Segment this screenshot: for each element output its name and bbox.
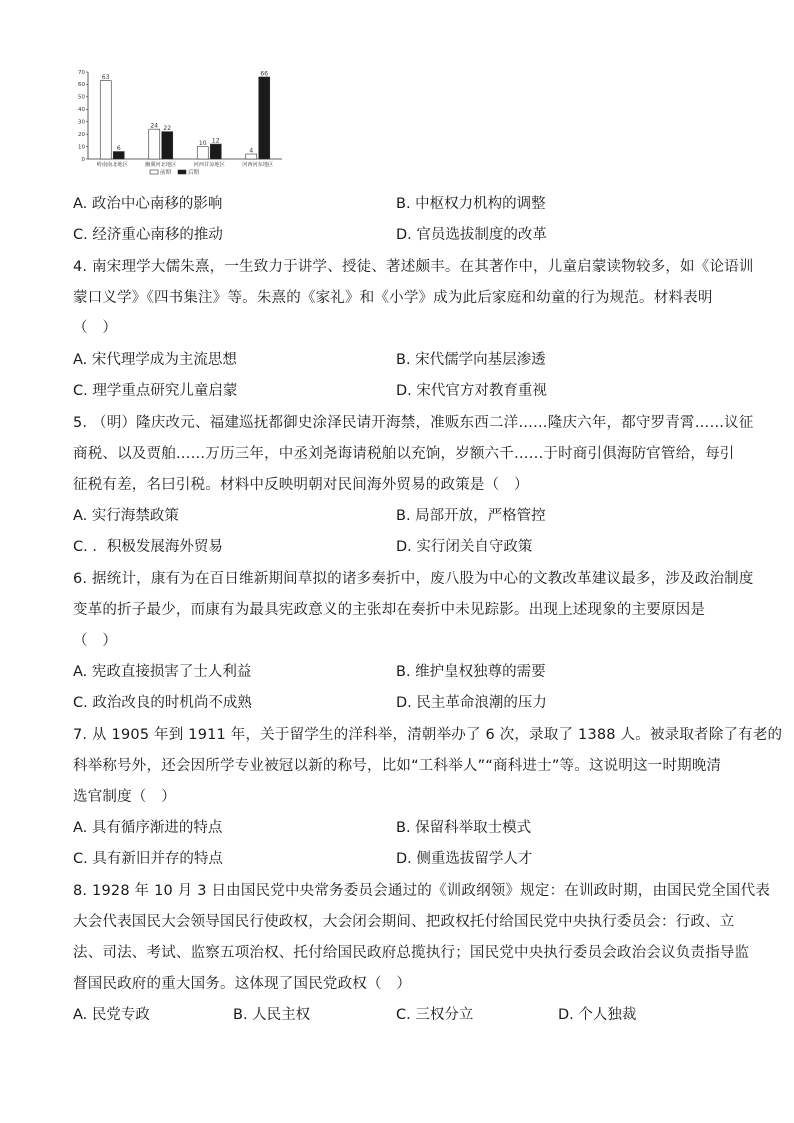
q6-option-d[interactable]: D. 民主革命浪潮的压力 xyxy=(396,695,547,711)
legend-label: 前期 xyxy=(160,170,172,176)
q6-text-line1: 6. 据统计，康有为在百日维新期间草拟的诸多奏折中，废八股为中心的文教改革建议最多，涉及政治制度 xyxy=(73,571,754,587)
x-category-label: 河西甘凉地区 xyxy=(193,162,225,168)
q8-text-line1: 8. 1928 年 10 月 3 日由国民党中央常务委员会通过的《训政纲领》规定：在训政时期，由国民党全国代表 xyxy=(73,883,771,899)
y-tick-label: 50 xyxy=(78,94,85,101)
bar-late xyxy=(259,77,270,159)
q4-option-c[interactable]: C. 理学重点研究儿童启蒙 xyxy=(73,383,238,399)
bar-late xyxy=(210,144,221,159)
q5-text-line1: 5. （明）隆庆改元、福建巡抚都御史涂泽民请开海禁，准贩东西二洋……隆庆六年，都守罗青霄……议征 xyxy=(73,415,754,431)
bar-early xyxy=(100,81,111,159)
bar-late xyxy=(162,132,173,159)
bar-early xyxy=(246,154,257,159)
q5-option-c[interactable]: C. ．积极发展海外贸易 xyxy=(73,539,223,555)
q3-option-d[interactable]: D. 官员选拔制度的改革 xyxy=(396,227,547,243)
bar-late xyxy=(113,152,124,159)
q7-text-line3: 选官制度（ ） xyxy=(73,789,176,805)
bar-value-label: 12 xyxy=(211,137,220,145)
q7-text-line1: 7. 从 1905 年到 1911 年，关于留学生的洋科举，清朝举办了 6 次，录取了 1388 人。被录取者除了有老的 xyxy=(73,727,783,743)
q8-text-line3: 法、司法、考试、监察五项治权、托付给国民政府总揽执行；国民党中央执行委员会政治会议负责指导监 xyxy=(73,945,750,961)
q4-option-a[interactable]: A. 宋代理学成为主流思想 xyxy=(73,352,237,368)
q3-option-a[interactable]: A. 政治中心南移的影响 xyxy=(73,196,223,212)
q7-option-c[interactable]: C. 具有新旧并存的特点 xyxy=(73,851,223,867)
x-category-label: 幽冀河北地区 xyxy=(145,162,177,168)
q7-option-d[interactable]: D. 侧重选拔留学人才 xyxy=(396,851,533,867)
bar-value-label: 63 xyxy=(101,74,110,82)
legend-swatch xyxy=(150,170,158,174)
x-category-label: 河西河东地区 xyxy=(242,162,274,168)
q8-option-d[interactable]: D. 个人独裁 xyxy=(558,1007,637,1023)
q3-option-c[interactable]: C. 经济重心南移的推动 xyxy=(73,227,223,243)
chart-legend xyxy=(150,168,200,176)
legend-label: 后期 xyxy=(188,170,200,176)
y-tick-label: 60 xyxy=(78,82,85,89)
q8-option-a[interactable]: A. 民党专政 xyxy=(73,1007,150,1023)
q6-option-c[interactable]: C. 政治改良的时机尚不成熟 xyxy=(73,695,252,711)
bar-value-label: 22 xyxy=(163,125,172,133)
q4-answer-blank: （ ） xyxy=(73,320,118,336)
q7-option-b[interactable]: B. 保留科举取士模式 xyxy=(396,820,532,836)
q4-text-line2: 蒙口义学》《四书集注》等。朱熹的《家礼》和《小学》成为此后家庭和幼童的行为规范。材料表明 xyxy=(73,290,713,306)
q6-option-a[interactable]: A. 宪政直接损害了士人利益 xyxy=(73,664,252,680)
q5-option-d[interactable]: D. 实行闭关自守政策 xyxy=(396,539,533,555)
q8-text-line2: 大会代表国民大会领导国民行使政权，大会闭会期间、把政权托付给国民党中央执行委员会：行政、立 xyxy=(73,914,735,930)
bar-early xyxy=(149,129,160,159)
bar-early xyxy=(197,147,208,159)
bar-value-label: 10 xyxy=(198,140,207,148)
q8-option-b[interactable]: B. 人民主权 xyxy=(233,1007,311,1023)
bar-value-label: 24 xyxy=(150,122,159,130)
y-tick-label: 70 xyxy=(78,69,85,76)
y-tick-label: 20 xyxy=(78,131,85,138)
q4-text-line1: 4. 南宋理学大儒朱熹，一生致力于讲学、授徒、著述颇丰。在其著作中，儿童启蒙读物较多，如《论语训 xyxy=(73,259,754,275)
q7-option-a[interactable]: A. 具有循序渐进的特点 xyxy=(73,820,223,836)
q8-text-line4: 督国民政府的重大国务。这体现了国民党政权（ ） xyxy=(73,976,412,992)
q6-answer-blank: （ ） xyxy=(73,633,118,649)
q6-text-line2: 变革的折子最少，而康有为最具宪政意义的主张却在奏折中未见踪影。出现上述现象的主要原因是 xyxy=(73,602,706,618)
chart-bars xyxy=(100,77,270,159)
y-tick-label: 30 xyxy=(78,119,85,126)
legend-swatch xyxy=(178,170,186,174)
bar-chart xyxy=(72,66,284,184)
q5-text-line2: 商税、以及贾舶……万历三年，中丞刘尧诲请税舶以充饷，岁额六千……于时商引俱海防官管给，每引 xyxy=(73,446,735,462)
bar-value-label: 66 xyxy=(260,70,269,78)
q8-option-c[interactable]: C. 三权分立 xyxy=(396,1007,474,1023)
y-tick-label: 0 xyxy=(81,156,85,163)
q4-option-b[interactable]: B. 宋代儒学向基层渗透 xyxy=(396,352,546,368)
q4-option-d[interactable]: D. 宋代官方对教育重视 xyxy=(396,383,547,399)
q6-option-b[interactable]: B. 维护皇权独尊的需要 xyxy=(396,664,546,680)
x-category-label: 岭南南北地区 xyxy=(96,162,128,168)
q5-option-b[interactable]: B. 局部开放，严格管控 xyxy=(396,508,546,524)
q5-option-a[interactable]: A. 实行海禁政策 xyxy=(73,508,179,524)
bar-value-label: 4 xyxy=(249,147,254,155)
q5-text-line3: 征税有差，名曰引税。材料中反映明朝对民间海外贸易的政策是（ ） xyxy=(73,477,529,493)
q7-text-line2: 科举称号外，还会因所学专业被冠以新的称号，比如“工科举人”“商科进士”等。这说明这一时期晚清 xyxy=(73,758,722,774)
y-tick-label: 10 xyxy=(78,144,85,151)
y-tick-label: 40 xyxy=(78,107,85,114)
q3-option-b[interactable]: B. 中枢权力机构的调整 xyxy=(396,196,546,212)
bar-value-label: 6 xyxy=(116,145,121,153)
